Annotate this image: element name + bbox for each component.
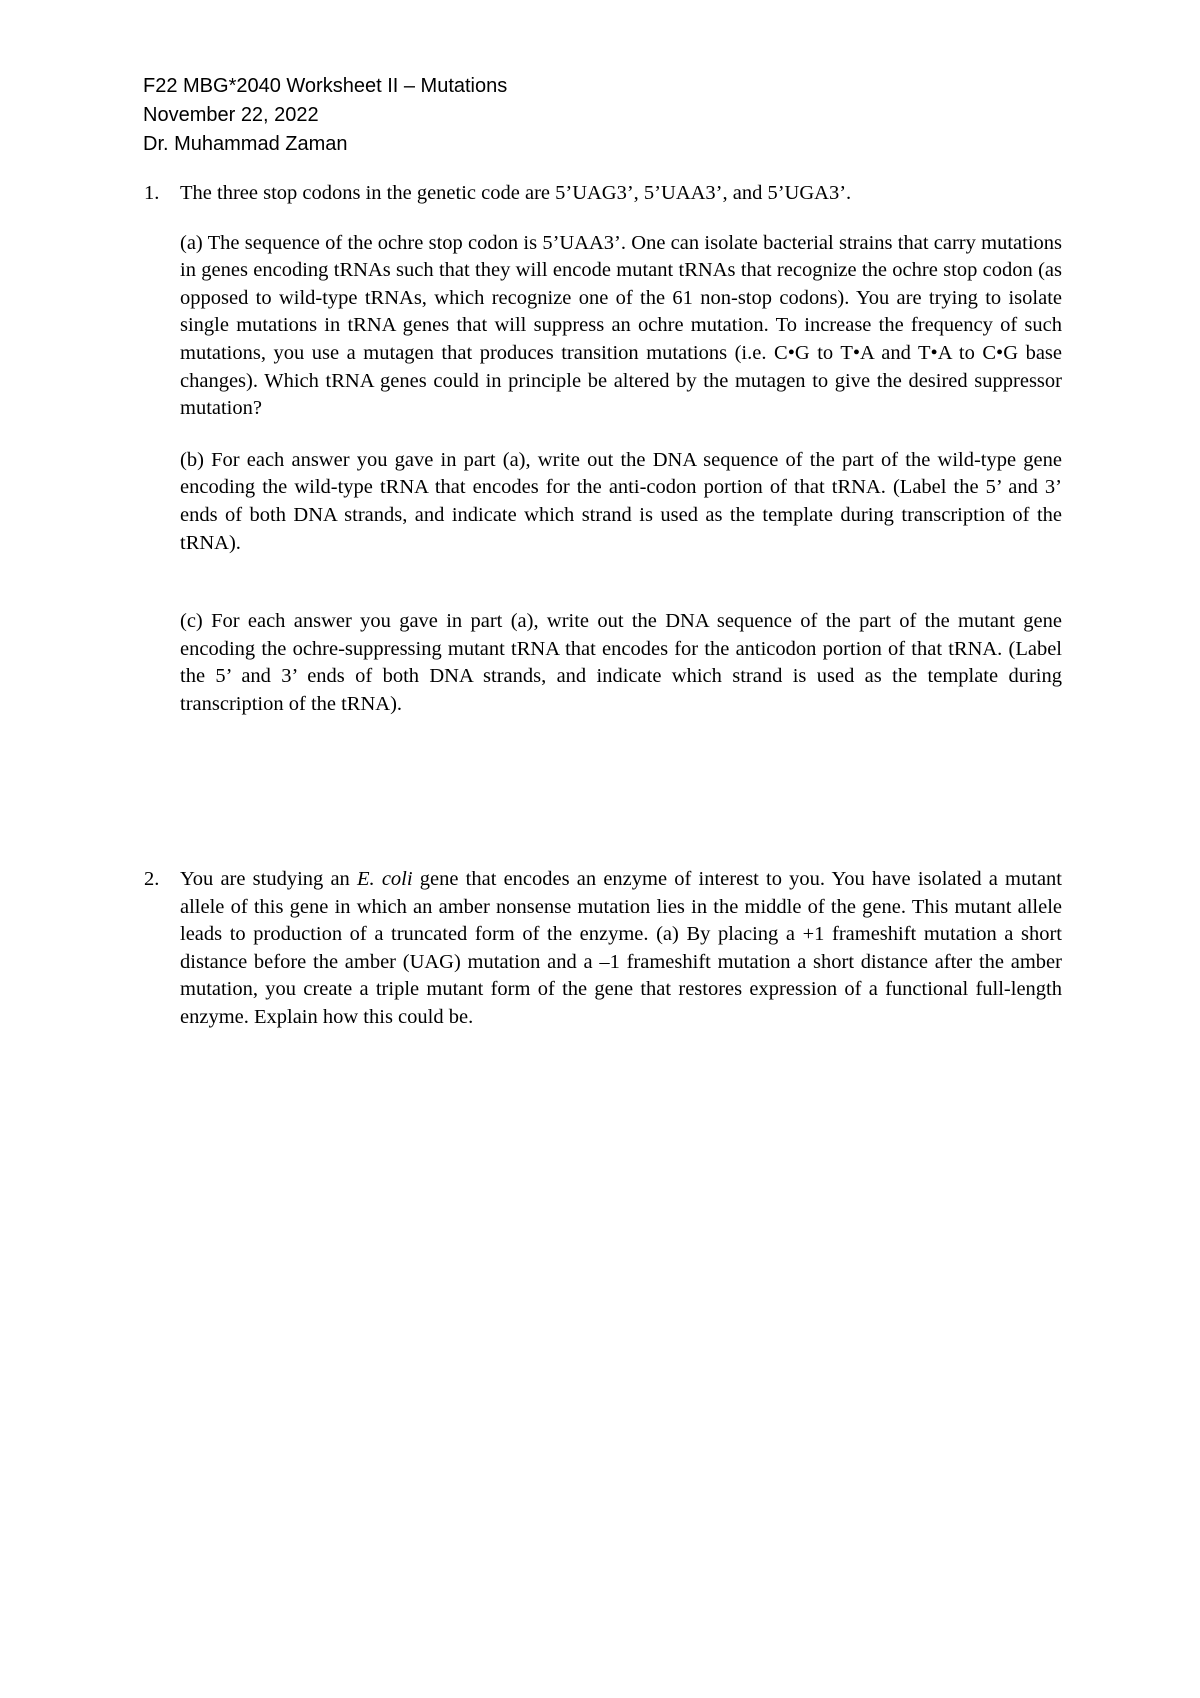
question-1-part-a: (a) The sequence of the ochre stop codon is 5’UAA3’. One can isolate bacterial strains that carry mutations in genes encoding tRNAs such that they will encode mutant tRNAs that recognize the ochre stop codon (as opposed to wild-type tRNAs, which recognize one of the 61 non-stop codons). You are trying to isolate single mutations in tRNA genes that will suppress an ochre mutation. To increase the frequency of such mutations, you use a mutagen that produces transition mutations (i.e. C•G to T•A and T•A to C•G base changes). Which tRNA genes could in principle be altered by the mutagen to give the desired suppressor mutation?: [180, 231, 1062, 420]
question-1-part-b: (b) For each answer you gave in part (a), write out the DNA sequence of the part of the wild-type gene encoding the wild-type tRNA that encodes for the anti-codon portion of that tRNA. (Label the 5’ and 3’ ends of both DNA strands, and indicate which strand is used as the template during transcription of the tRNA).: [180, 448, 1062, 554]
question-1-part-c: (c) For each answer you gave in part (a), write out the DNA sequence of the part of the mutant gene encoding the ochre-suppressing mutant tRNA that encodes for the anticodon portion of that tRNA. (Label the 5’ and 3’ ends of both DNA strands, and indicate which strand is used as the template during transcription of the tRNA).: [180, 610, 1062, 715]
question-1-number: 1.: [144, 182, 160, 204]
question-2-text: [180, 866, 1062, 1032]
document-header: [143, 72, 507, 159]
instructor-name: Dr. Muhammad Zaman: [143, 133, 348, 155]
question-2-text-start: You are studying an: [180, 868, 357, 890]
question-1-intro: The three stop codons in the genetic code are 5’UAG3’, 5’UAA3’, and 5’UGA3’.: [180, 182, 852, 204]
question-2-text-rest: gene that encodes an enzyme of interest to you. You have isolated a mutant allele of this gene in which an amber nonsense mutation lies in the middle of the gene. This mutant allele leads to production of a truncated form of the enzyme. (a) By placing a +1 frameshift mutation a short distance before the amber (UAG) mutation and a –1 frameshift mutation a short distance after the amber mutation, you create a triple mutant form of the gene that restores expression of a functional full-length enzyme. Explain how this could be.: [180, 868, 1062, 1028]
worksheet-title: F22 MBG*2040 Worksheet II – Mutations: [143, 75, 508, 97]
worksheet-date: November 22, 2022: [143, 104, 319, 126]
organism-name: E. coli: [357, 868, 413, 890]
question-1: [144, 180, 1062, 719]
question-2-number: 2.: [144, 868, 160, 890]
question-2: [144, 866, 1062, 1032]
